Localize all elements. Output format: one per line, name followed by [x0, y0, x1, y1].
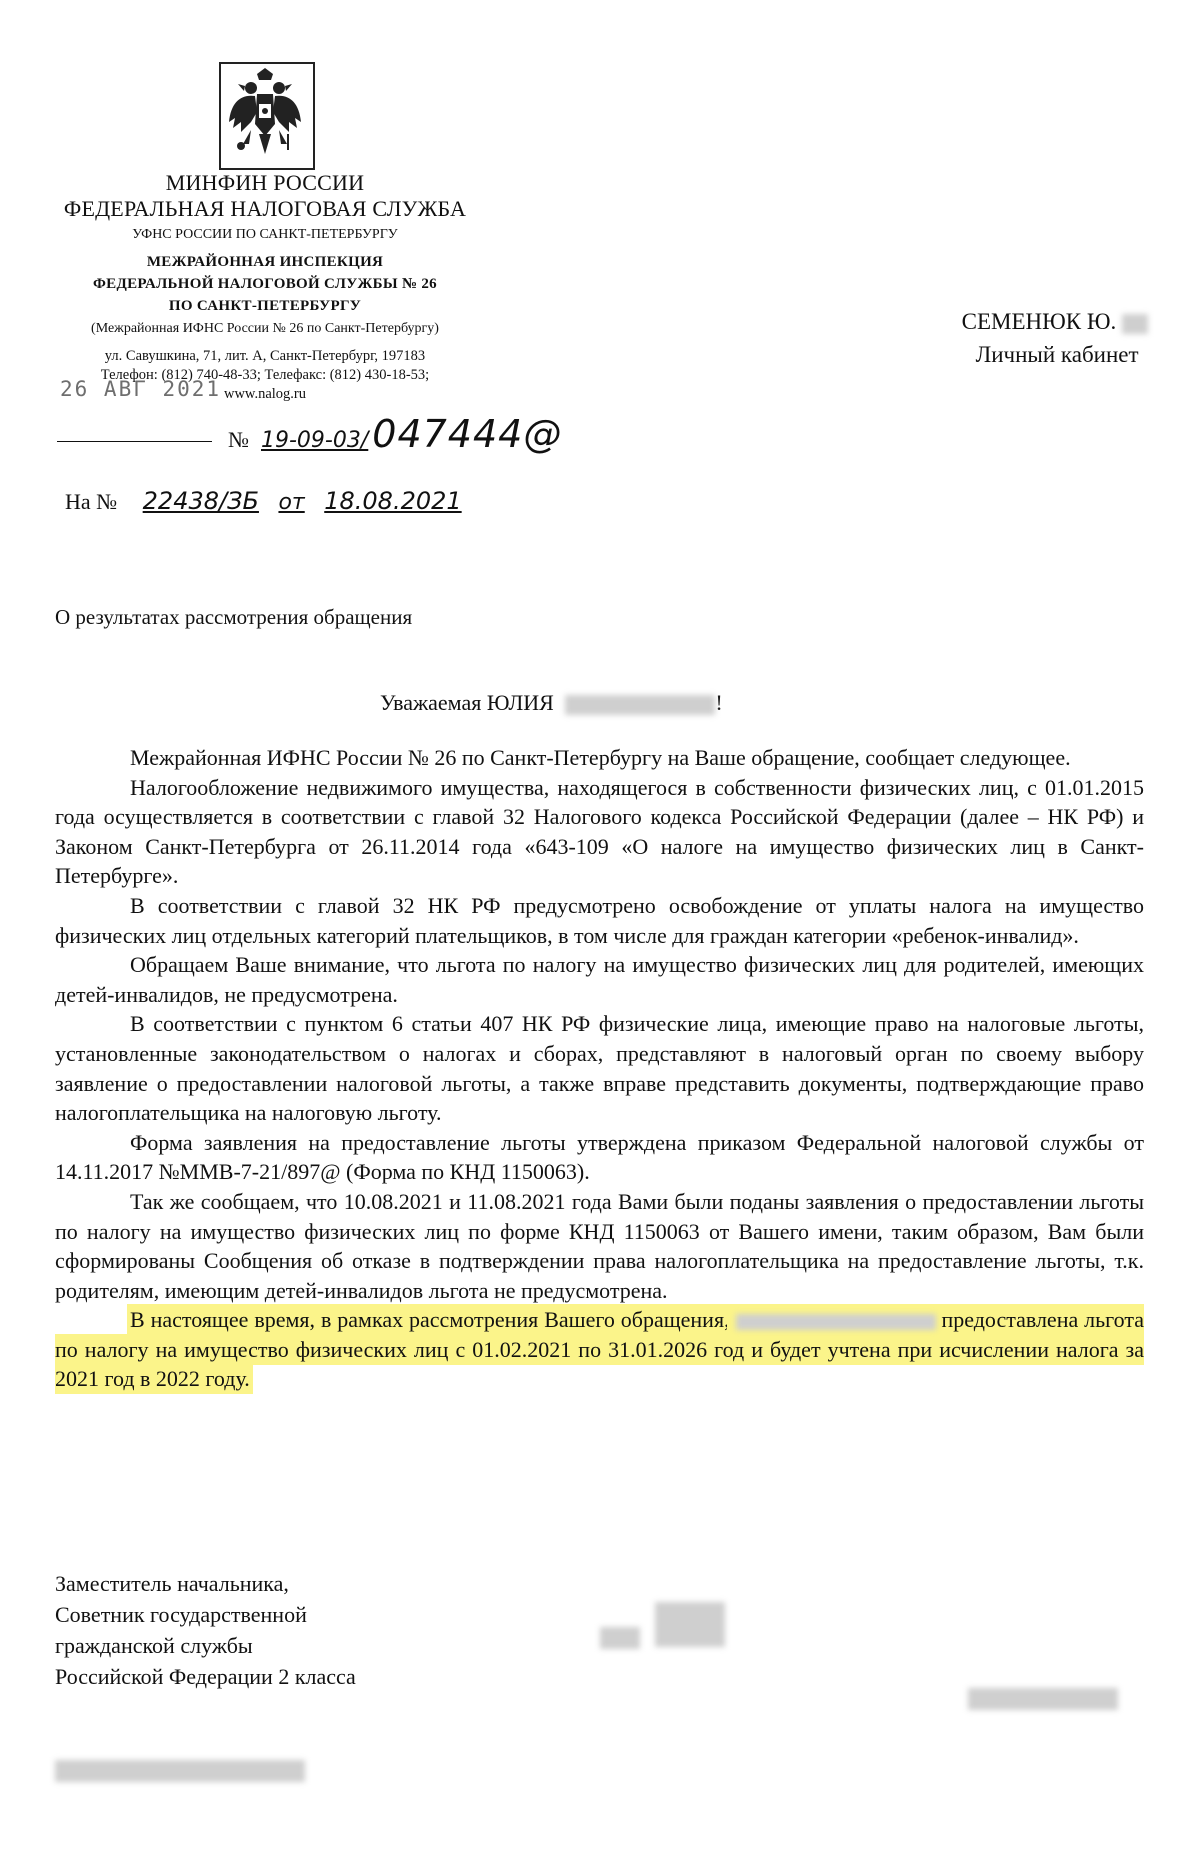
service-name: ФЕДЕРАЛЬНАЯ НАЛОГОВАЯ СЛУЖБА	[63, 196, 467, 221]
signatory-title-3: гражданской службы	[55, 1633, 253, 1658]
recipient-channel: Личный кабинет	[975, 342, 1139, 367]
phone: Телефон: (812) 740-48-33; Телефакс: (812) 430-18-53;	[100, 367, 430, 383]
salutation-suffix: !	[715, 690, 723, 715]
signatory-title-1: Заместитель начальника,	[55, 1571, 289, 1596]
stamp-date: 26 АВГ 2021	[60, 377, 222, 401]
paragraph-4: Обращаем Ваше внимание, что льгота по налогу на имущество физических лиц для родителей, имеющих детей-инвалидов, не предусмотрена.	[55, 952, 1144, 1007]
highlight-part-1: В настоящее время, в рамках рассмотрения Вашего обращения,	[130, 1307, 730, 1333]
inspection-line-3: ПО САНКТ-ПЕТЕРБУРГУ	[168, 298, 362, 314]
paragraph-6: Форма заявления на предоставление льготы утверждена приказом Федеральной налоговой службы от 14.11.2017 №ММВ-7-21/897@ (Форма по КНД 1150063).	[55, 1129, 1144, 1185]
date-blank-line	[57, 441, 212, 442]
salutation	[380, 690, 723, 716]
paragraph-8-highlighted	[55, 1305, 1144, 1394]
inspection-line-2: ФЕДЕРАЛЬНОЙ НАЛОГОВОЙ СЛУЖБЫ № 26	[92, 276, 437, 292]
paragraph-1: Межрайонная ИФНС России № 26 по Санкт-Петербургу на Ваше обращение, сообщает следующее.	[130, 745, 1071, 770]
reference-label: На №	[65, 489, 118, 514]
regional-office: УФНС РОССИИ ПО САНКТ-ПЕТЕРБУРГУ	[132, 227, 398, 242]
paragraph-5: В соответствии с пунктом 6 статьи 407 НК РФ физические лица, имеющие право на налоговые льготы, установленные законодательством о налогах и сборах, представляют в налоговый орган по своему выбору заявление о предоставлении налоговой льготы, а также вправе представить документы, подтверждающие право налогоплательщика на налоговую льготу.	[55, 1011, 1144, 1126]
reference-line	[65, 487, 462, 515]
recipient	[962, 305, 1148, 371]
paragraph-7: Так же сообщаем, что 10.08.2021 и 11.08.2021 года Вами были поданы заявления о предоставлении льготы по налогу на имущество физических лиц по форме КНД 1150063 от Вашего имени, таким образом, Вам были сформированы Сообщения об отказе в подтверждении права налогоплательщика на предоставление льготы, т.к. родителям, имеющим детей-инвалидов льгота не предусмотрена.	[55, 1188, 1144, 1303]
letter-subject: О результатах рассмотрения обращения	[55, 605, 413, 629]
signature-block	[55, 1568, 356, 1692]
inspection-line-1: МЕЖРАЙОННАЯ ИНСПЕКЦИЯ	[146, 254, 384, 270]
ministry-name: МИНФИН РОССИИ	[165, 170, 365, 195]
double-headed-eagle-icon	[221, 64, 309, 164]
salutation-prefix: Уважаемая ЮЛИЯ	[380, 690, 554, 715]
redacted-patronymic	[565, 695, 715, 715]
reference-date: 18.08.2021	[324, 487, 462, 515]
registration-line	[57, 412, 1057, 472]
redacted-signatory-name	[968, 1688, 1118, 1712]
website: www.nalog.ru	[223, 386, 306, 402]
redacted-surname	[1122, 314, 1148, 334]
signatory-title-2: Советник государственной	[55, 1602, 307, 1627]
redacted-signature	[585, 1597, 735, 1657]
letterhead	[40, 170, 490, 404]
paragraph-2: Налогообложение недвижимого имущества, находящегося в собственности физических лиц, с 01.01.2015 года осуществляется в соответствии с главой 32 Налогового кодекса Российской Федерации (далее – НК РФ) и Законом Санкт-Петербурга от 26.11.2014 года «643-109 «О налоге на имущество физических лиц в Санкт-Петербурге».	[55, 774, 1144, 889]
reference-from: от	[278, 490, 305, 515]
highlight-part-2: предоставлена льгота по налогу на имущество физических лиц с 01.02.2021 по 31.01.2026 год и будет учтена при исчислении налога за 2021 год в 2022 году.	[55, 1307, 1145, 1392]
registration-no-label: №	[228, 427, 249, 452]
inspection-short-name: (Межрайонная ИФНС России № 26 по Санкт-Петербургу)	[91, 321, 439, 336]
redacted-executor	[55, 1760, 305, 1784]
paragraph-3: В соответствии с главой 32 НК РФ предусмотрено освобождение от уплаты налога на имущество физических лиц отдельных категорий плательщиков, в том числе для граждан категории «ребенок-инвалид».	[55, 892, 1144, 948]
registration-number: 19-09-03/	[261, 428, 369, 453]
letter-body	[55, 743, 1144, 1394]
reference-number: 22438/ЗБ	[142, 487, 259, 515]
recipient-name: СЕМЕНЮК Ю.	[961, 309, 1117, 334]
signatory-title-4: Российской Федерации 2 класса	[55, 1664, 356, 1689]
registration-number-big: 047444@	[372, 412, 563, 456]
emblem-frame	[219, 62, 315, 170]
address: ул. Савушкина, 71, лит. А, Санкт-Петербург, 197183	[104, 348, 426, 364]
redacted-name-in-text	[736, 1314, 936, 1330]
